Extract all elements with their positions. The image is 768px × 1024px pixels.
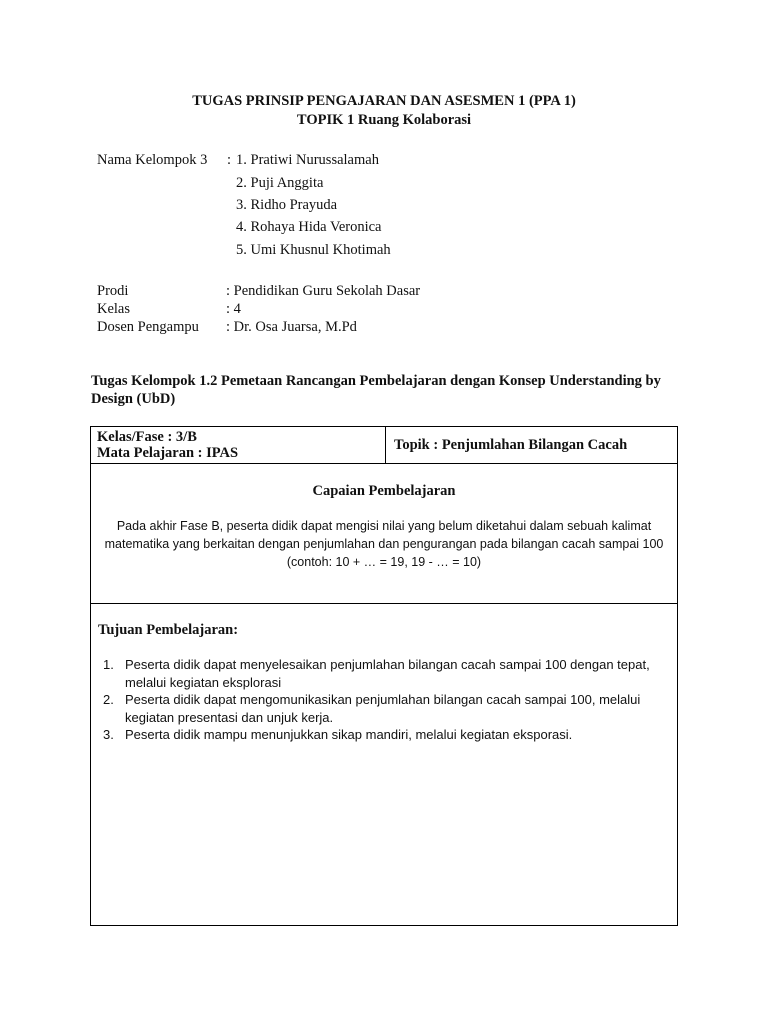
dosen-value: : Dr. Osa Juarsa, M.Pd (226, 319, 357, 335)
capaian-line-2: matematika yang berkaitan dengan penjumlahan dan pengurangan pada bilangan cacah sampai 100 (104, 537, 664, 551)
mata-pelajaran: Mata Pelajaran : IPAS (97, 445, 239, 461)
topik-cell (386, 427, 678, 464)
capaian-line-1: Pada akhir Fase B, peserta didik dapat mengisi nilai yang belum diketahui dalam sebuah kalimat (116, 519, 652, 533)
member-4: 4. Rohaya Hida Veronica (236, 219, 382, 235)
member-3: 3. Ridho Prayuda (236, 197, 338, 213)
kelas-value: : 4 (226, 301, 241, 317)
task-heading (91, 372, 691, 408)
tujuan-item-number: 1. (103, 657, 114, 672)
capaian-text (101, 517, 667, 571)
tujuan-item-text: Peserta didik dapat menyelesaikan penjumlahan bilangan cacah sampai 100 dengan tepat, melalui kegiatan eksplorasi (125, 657, 650, 690)
member-1: 1. Pratiwi Nurussalamah (236, 152, 379, 168)
capaian-section (91, 464, 677, 604)
tujuan-item-text: Peserta didik mampu menunjukkan sikap mandiri, melalui kegiatan eksporasi. (125, 727, 573, 742)
tujuan-item (91, 691, 677, 726)
prodi-label: Prodi (97, 283, 129, 299)
capaian-title: Capaian Pembelajaran (312, 483, 456, 499)
kelas-label: Kelas (97, 301, 131, 317)
tujuan-item (91, 726, 677, 744)
document-subtitle: TOPIK 1 Ruang Kolaborasi (296, 112, 472, 128)
tujuan-item-number: 2. (103, 692, 114, 707)
lesson-table (90, 426, 678, 926)
topik-text: Topik : Penjumlahan Bilangan Cacah (394, 437, 628, 453)
tujuan-item-text: Peserta didik dapat mengomunikasikan penjumlahan bilangan cacah sampai 100, melalui kegiatan presentasi dan unjuk kerja. (125, 692, 641, 725)
kelas-mapel-cell (91, 427, 386, 464)
group-separator: : (227, 152, 232, 168)
capaian-line-3: (contoh: 10 + … = 19, 19 - … = 10) (286, 555, 482, 569)
member-5: 5. Umi Khusnul Khotimah (236, 242, 391, 258)
dosen-label: Dosen Pengampu (97, 319, 199, 335)
group-label: Nama Kelompok 3 (97, 152, 208, 168)
tujuan-item-number: 3. (103, 727, 114, 742)
member-2: 2. Puji Anggita (236, 175, 324, 191)
tujuan-item (91, 656, 677, 691)
task-heading-line1: Tugas Kelompok 1.2 Pemetaan Rancangan Pembelajaran dengan Konsep Understanding by (91, 373, 661, 389)
tujuan-list (91, 656, 677, 744)
kelas-fase: Kelas/Fase : 3/B (97, 429, 197, 445)
tujuan-title: Tujuan Pembelajaran: (98, 622, 239, 638)
prodi-value: : Pendidikan Guru Sekolah Dasar (226, 283, 421, 299)
document-title: TUGAS PRINSIP PENGAJARAN DAN ASESMEN 1 (PPA 1) (192, 93, 576, 109)
task-heading-line2: Design (UbD) (91, 391, 176, 407)
